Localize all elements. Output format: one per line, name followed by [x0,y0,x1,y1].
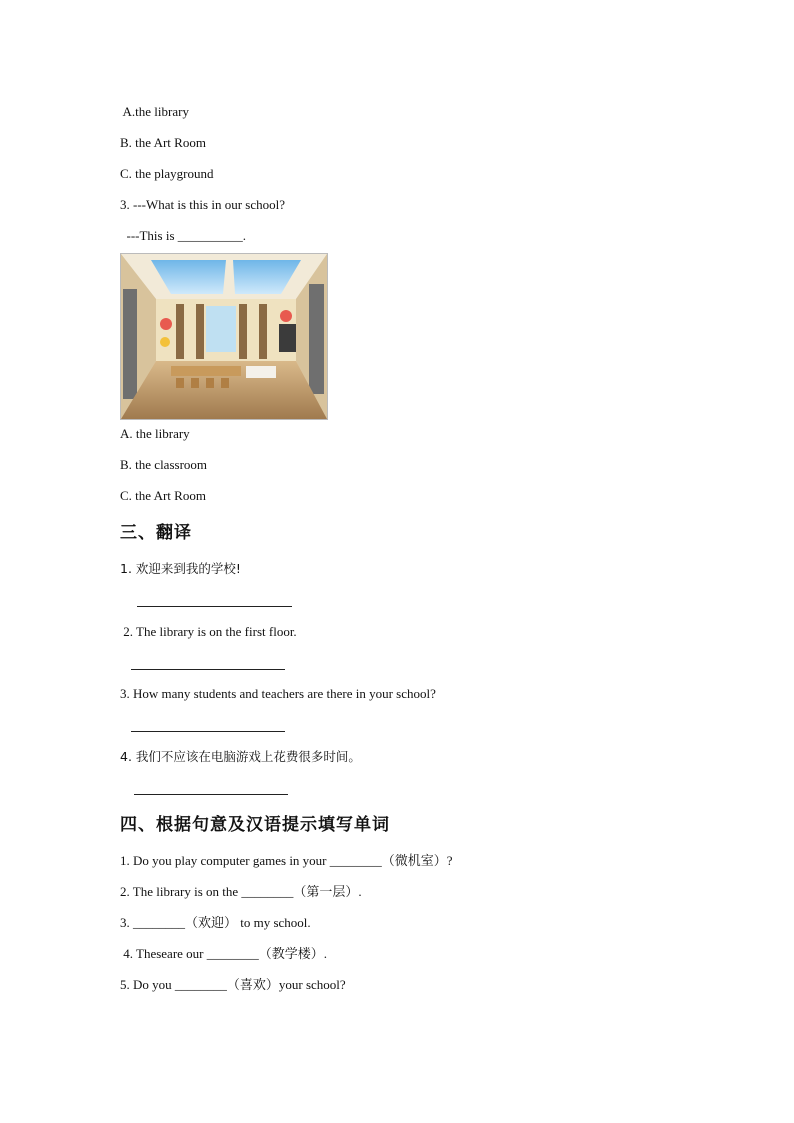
fill-item-4: 4. Theseare our ________（教学楼）. [120,946,328,961]
translation-item-2: 2. The library is on the first floor. [120,624,297,639]
answer-line-1[interactable] [137,606,292,607]
translation-item-1: 1. 欢迎来到我的学校! [120,561,241,576]
answer-line-3[interactable] [131,731,285,732]
q3-option-b: B. the classroom [120,457,208,472]
answer-line-4[interactable] [134,794,288,795]
q3-option-c: C. the Art Room [120,488,206,503]
translation-item-4: 4. 我们不应该在电脑游戏上花费很多时间。 [120,749,361,764]
fill-item-3: 3. ________（欢迎） to my school. [120,915,311,930]
q2-option-a: A.the library [120,104,189,119]
section4-title: 四、根据句意及汉语提示填写单词 [120,815,390,835]
answer-line-2[interactable] [131,669,285,670]
q2-option-c: C. the playground [120,166,214,181]
art-room-photo [120,253,328,420]
fill-item-5: 5. Do you ________（喜欢）your school? [120,977,346,992]
fill-item-2: 2. The library is on the ________（第一层）. [120,884,362,899]
section3-title: 三、翻译 [120,523,192,543]
translation-item-3: 3. How many students and teachers are there in your school? [120,686,436,701]
q3-question: 3. ---What is this in our school? [120,197,285,212]
fill-item-1: 1. Do you play computer games in your ________（微机室）? [120,853,453,868]
q3-option-a: A. the library [120,426,190,441]
q3-answer-prompt: ---This is __________. [120,228,247,243]
q2-option-b: B. the Art Room [120,135,206,150]
